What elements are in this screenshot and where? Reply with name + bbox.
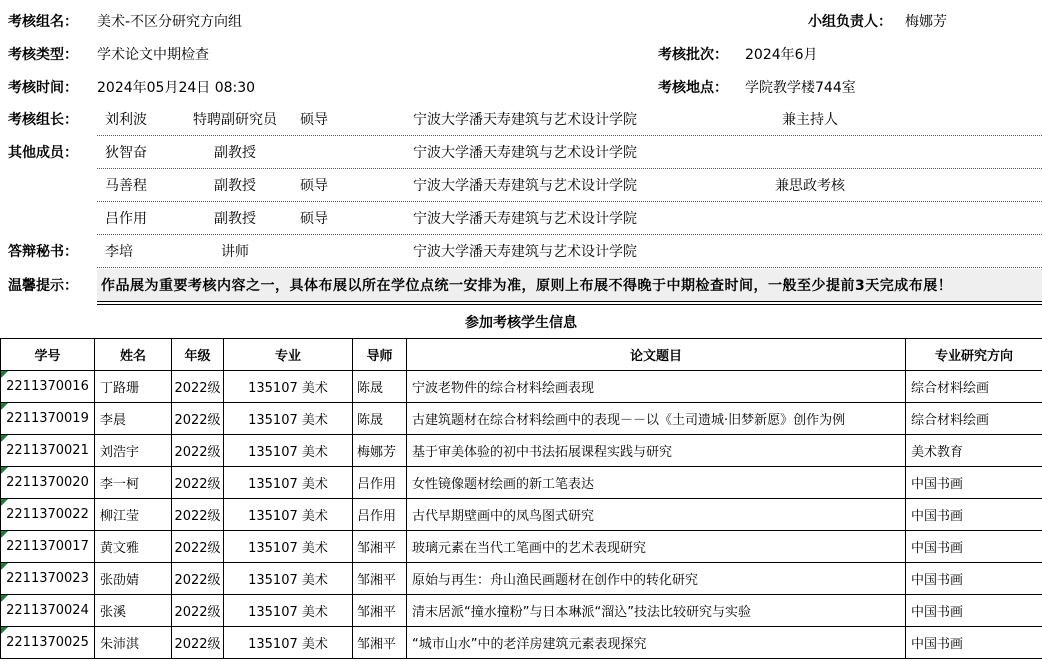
member-institution: 宁波大学潘天寿建筑与艺术设计学院 bbox=[413, 178, 637, 194]
student-direction-cell: 美术教育 bbox=[906, 435, 1042, 467]
student-major-cell: 135107 美术 bbox=[224, 499, 353, 531]
member-title: 副教授 bbox=[214, 211, 256, 227]
student-name-cell: 刘浩宇 bbox=[95, 435, 172, 467]
cell-note-triangle-icon bbox=[1, 595, 8, 602]
student-advisor-cell: 陈晟 bbox=[353, 403, 407, 435]
member-institution: 宁波大学潘天寿建筑与艺术设计学院 bbox=[413, 145, 637, 161]
student-advisor-cell: 吕作用 bbox=[353, 499, 407, 531]
assessment-type-label: 考核类型： bbox=[8, 46, 78, 63]
student-major-cell: 135107 美术 bbox=[224, 403, 353, 435]
cell-note-triangle-icon bbox=[1, 499, 8, 506]
student-direction-cell: 中国书画 bbox=[906, 627, 1042, 659]
student-direction-cell: 综合材料绘画 bbox=[906, 371, 1042, 403]
student-thesis-cell: 古建筑题材在综合材料绘画中的表现－－以《土司遗城·旧梦新愿》创作为例 bbox=[407, 403, 906, 435]
student-thesis-cell: 玻璃元素在当代工笔画中的艺术表现研究 bbox=[407, 531, 906, 563]
student-thesis-cell: 清末居派“撞水撞粉”与日本琳派“溜込”技法比较研究与实验 bbox=[407, 595, 906, 627]
student-name-cell: 李晨 bbox=[95, 403, 172, 435]
student-name-cell: 张劭婧 bbox=[95, 563, 172, 595]
column-header-student-id: 学号 bbox=[1, 339, 95, 371]
committee-row bbox=[0, 169, 1042, 201]
table-row bbox=[1, 467, 1042, 499]
student-major-cell: 135107 美术 bbox=[224, 627, 353, 659]
member-title: 特聘副研究员 bbox=[193, 112, 277, 128]
member-title: 讲师 bbox=[221, 244, 249, 260]
member-title: 副教授 bbox=[214, 145, 256, 161]
field-row-time bbox=[0, 70, 1042, 103]
student-grade-cell: 2022级 bbox=[172, 627, 224, 659]
student-grade-cell: 2022级 bbox=[172, 499, 224, 531]
student-direction-cell: 中国书画 bbox=[906, 595, 1042, 627]
table-row bbox=[1, 531, 1042, 563]
member-supervisor-flag: 硕导 bbox=[300, 112, 328, 128]
student-id-cell: 2211370020 bbox=[1, 467, 95, 499]
committee-row bbox=[0, 202, 1042, 234]
student-thesis-cell: 原始与再生：舟山渔民画题材在创作中的转化研究 bbox=[407, 563, 906, 595]
table-row bbox=[1, 435, 1042, 467]
student-direction-cell: 中国书画 bbox=[906, 563, 1042, 595]
student-thesis-cell: 宁波老物件的综合材料绘画表现 bbox=[407, 371, 906, 403]
committee-row bbox=[0, 103, 1042, 135]
cell-note-triangle-icon bbox=[1, 563, 8, 570]
student-advisor-cell: 吕作用 bbox=[353, 467, 407, 499]
reminder-text: 作品展为重要考核内容之一，具体布展以所在学位点统一安排为准，原则上布展不得晚于中期检查时间，一般至少提前3天完成布展！ bbox=[97, 269, 1042, 301]
student-direction-cell: 综合材料绘画 bbox=[906, 403, 1042, 435]
student-advisor-cell: 邹湘平 bbox=[353, 595, 407, 627]
member-role: 兼主持人 bbox=[782, 112, 838, 128]
column-header-grade: 年级 bbox=[172, 339, 224, 371]
student-id-cell: 2211370019 bbox=[1, 403, 95, 435]
table-row bbox=[1, 403, 1042, 435]
student-direction-cell: 中国书画 bbox=[906, 499, 1042, 531]
member-name: 狄智奋 bbox=[105, 145, 147, 161]
member-institution: 宁波大学潘天寿建筑与艺术设计学院 bbox=[413, 211, 637, 227]
student-major-cell: 135107 美术 bbox=[224, 531, 353, 563]
student-name-cell: 黄文雅 bbox=[95, 531, 172, 563]
student-major-cell: 135107 美术 bbox=[224, 563, 353, 595]
table-header-row bbox=[1, 339, 1042, 371]
assessment-type-value: 学术论文中期检查 bbox=[97, 46, 209, 63]
student-direction-cell: 中国书画 bbox=[906, 467, 1042, 499]
group-name-label: 考核组名： bbox=[8, 13, 78, 30]
student-name-cell: 柳江莹 bbox=[95, 499, 172, 531]
student-advisor-cell: 陈晟 bbox=[353, 371, 407, 403]
assessment-time-value: 2024年05月24日 08:30 bbox=[97, 79, 256, 96]
student-advisor-cell: 邹湘平 bbox=[353, 627, 407, 659]
committee-chair-label: 考核组长： bbox=[8, 112, 78, 128]
column-header-advisor: 导师 bbox=[353, 339, 407, 371]
student-id-cell: 2211370021 bbox=[1, 435, 95, 467]
defense-secretary-label: 答辩秘书： bbox=[8, 244, 78, 260]
member-supervisor-flag: 硕导 bbox=[300, 211, 328, 227]
student-id-cell: 2211370022 bbox=[1, 499, 95, 531]
member-supervisor-flag: 硕导 bbox=[300, 178, 328, 194]
student-advisor-cell: 梅娜芳 bbox=[353, 435, 407, 467]
student-id-cell: 2211370024 bbox=[1, 595, 95, 627]
student-advisor-cell: 邹湘平 bbox=[353, 531, 407, 563]
student-major-cell: 135107 美术 bbox=[224, 467, 353, 499]
column-header-thesis-title: 论文题目 bbox=[407, 339, 906, 371]
cell-note-triangle-icon bbox=[1, 435, 8, 442]
cell-note-triangle-icon bbox=[1, 371, 8, 378]
committee-row bbox=[0, 235, 1042, 267]
student-thesis-cell: 古代早期壁画中的凤鸟图式研究 bbox=[407, 499, 906, 531]
student-name-cell: 朱沛淇 bbox=[95, 627, 172, 659]
student-major-cell: 135107 美术 bbox=[224, 435, 353, 467]
other-members-label: 其他成员： bbox=[8, 145, 78, 161]
assessment-time-label: 考核时间： bbox=[8, 79, 78, 96]
student-name-cell: 张溪 bbox=[95, 595, 172, 627]
table-row bbox=[1, 627, 1042, 659]
cell-note-triangle-icon bbox=[1, 403, 8, 410]
field-row-type bbox=[0, 37, 1042, 70]
member-name: 刘利波 bbox=[105, 112, 147, 128]
member-name: 马善程 bbox=[105, 178, 147, 194]
student-grade-cell: 2022级 bbox=[172, 403, 224, 435]
student-id-cell: 2211370023 bbox=[1, 563, 95, 595]
student-grade-cell: 2022级 bbox=[172, 435, 224, 467]
column-header-research-direction: 专业研究方向 bbox=[906, 339, 1042, 371]
column-header-name: 姓名 bbox=[95, 339, 172, 371]
member-institution: 宁波大学潘天寿建筑与艺术设计学院 bbox=[413, 112, 637, 128]
students-section-title: 参加考核学生信息 bbox=[465, 315, 577, 331]
student-major-cell: 135107 美术 bbox=[224, 371, 353, 403]
student-grade-cell: 2022级 bbox=[172, 595, 224, 627]
student-name-cell: 李一柯 bbox=[95, 467, 172, 499]
column-header-major: 专业 bbox=[224, 339, 353, 371]
student-grade-cell: 2022级 bbox=[172, 371, 224, 403]
group-leader-value: 梅娜芳 bbox=[905, 13, 947, 30]
student-grade-cell: 2022级 bbox=[172, 563, 224, 595]
group-name-value: 美术-不区分研究方向组 bbox=[97, 13, 243, 30]
student-thesis-cell: 女性镜像题材绘画的新工笔表达 bbox=[407, 467, 906, 499]
cell-note-triangle-icon bbox=[1, 627, 8, 634]
student-major-cell: 135107 美术 bbox=[224, 595, 353, 627]
student-name-cell: 丁路珊 bbox=[95, 371, 172, 403]
student-id-cell: 2211370016 bbox=[1, 371, 95, 403]
group-leader-label: 小组负责人： bbox=[808, 13, 892, 30]
students-table bbox=[0, 338, 1042, 659]
table-row bbox=[1, 499, 1042, 531]
member-institution: 宁波大学潘天寿建筑与艺术设计学院 bbox=[413, 244, 637, 260]
member-role: 兼思政考核 bbox=[775, 178, 845, 194]
reminder-row bbox=[0, 269, 1042, 301]
table-row bbox=[1, 595, 1042, 627]
table-row bbox=[1, 371, 1042, 403]
member-name: 李培 bbox=[105, 244, 133, 260]
student-thesis-cell: 基于审美体验的初中书法拓展课程实践与研究 bbox=[407, 435, 906, 467]
field-row-group-name bbox=[0, 4, 1042, 37]
dotted-divider bbox=[97, 267, 1042, 268]
student-grade-cell: 2022级 bbox=[172, 531, 224, 563]
cell-note-triangle-icon bbox=[1, 531, 8, 538]
assessment-place-value: 学院教学楼744室 bbox=[745, 79, 856, 96]
member-name: 吕作用 bbox=[105, 211, 147, 227]
student-thesis-cell: “城市山水”中的老洋房建筑元素表现探究 bbox=[407, 627, 906, 659]
assessment-batch-value: 2024年6月 bbox=[745, 46, 818, 63]
student-id-cell: 2211370025 bbox=[1, 627, 95, 659]
cell-note-triangle-icon bbox=[1, 467, 8, 474]
member-title: 副教授 bbox=[214, 178, 256, 194]
committee-row bbox=[0, 136, 1042, 168]
assessment-place-label: 考核地点： bbox=[658, 79, 728, 96]
student-advisor-cell: 邹湘平 bbox=[353, 563, 407, 595]
student-grade-cell: 2022级 bbox=[172, 467, 224, 499]
reminder-label: 温馨提示： bbox=[8, 278, 78, 294]
table-row bbox=[1, 563, 1042, 595]
student-direction-cell: 中国书画 bbox=[906, 531, 1042, 563]
student-id-cell: 2211370017 bbox=[1, 531, 95, 563]
assessment-batch-label: 考核批次： bbox=[658, 46, 728, 63]
